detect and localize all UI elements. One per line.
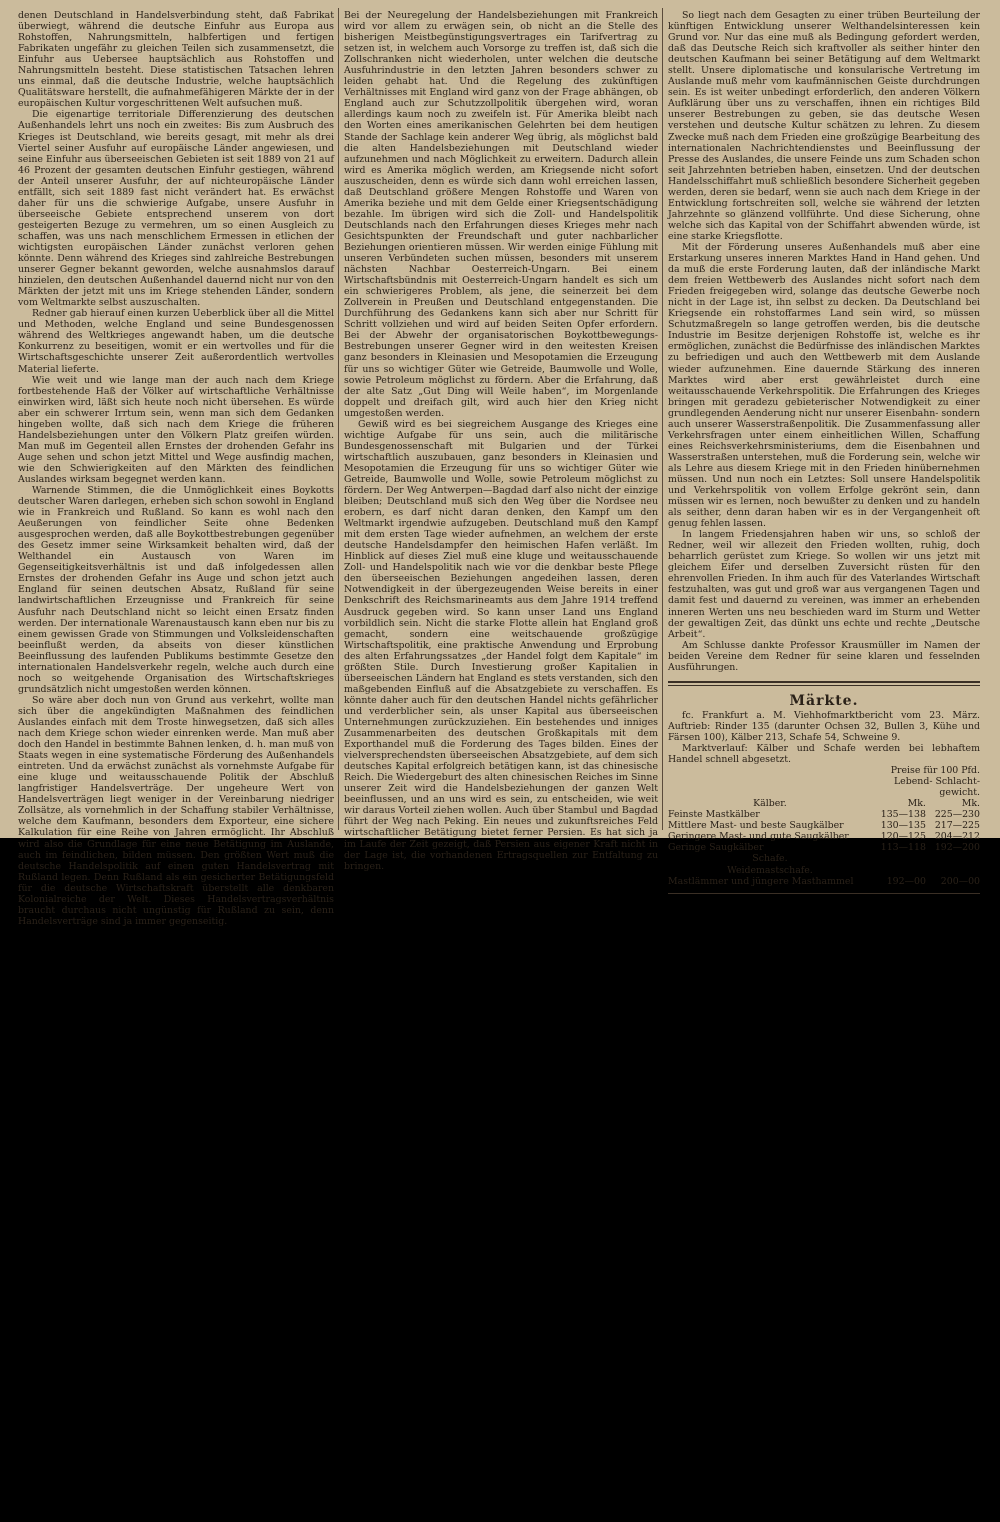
col-live: Lebend-: [893, 776, 933, 788]
section-rule: [668, 893, 980, 894]
article-paragraph: denen Deutschland in Handelsverbindung steht, daß Fabrikat überwiegt, während die deutsche Einfuhr aus Europa aus Rohstoffen, Nahrungsmitteln, halbfertigen und fertigen Fabrikaten ungefähr zu gleichen Teilen sich zusammensetzt, die Einfuhr aus Uebersee hauptsächlich aus Rohstoffen und Nahrungsmitteln besteht. Diese statistischen Tatsachen lehren uns einmal, daß die deutsche Industrie, welche hauptsächlich Qualitätsware herstellt, die aufnahmefähigeren Märkte der in der europäischen Kultur vorgeschrittenen Welt aufsuchen muß.: [18, 10, 334, 110]
column-divider: [338, 8, 339, 830]
group-calves: Kälber.: [753, 798, 787, 810]
article-paragraph: So wäre aber doch nun von Grund aus verkehrt, wollte man sich über die angekündigten Maßnahmen des feindlichen Auslandes einfach mit dem Troste hinwegsetzen, daß sich alles nach dem Kriege schon wieder einrenken werde. Man muß aber doch den Handel in bestimmte Bahnen lenken, d. h. man muß von Staats wegen in eine systematische Förderung des Außenhandels eintreten. Und da erwächst zunächst als vornehmste Aufgabe für eine kluge und weitausschauende Politik der Abschluß langfristiger Handelsverträge. Der ungeheure Wert von Handelsverträgen liegt weniger in der Vereinbarung niedriger Zollsätze, als vornehmlich in der Schaffung stabiler Verhältnisse, welche dem Kaufmann, besonders dem Exporteur, eine sichere Kalkulation für eine Reihe von Jahren ermöglicht. Ihr Abschluß wird also die Grundlage für eine neue Betätigung im Auslande, auch im feindlichen, bilden müssen. Den größten Wert muß die deutsche Handelspolitik auf einen guten Handelsvertrag mit Rußland legen. Denn Rußland als ein gesicherter Betätigungsfeld für die deutsche Wirtschaftskraft überstellt alle denkbaren Kolonialreiche der Welt. Dieses Handelsvertragsverhältnis braucht durchaus nicht ungünstig für Rußland zu sein, denn Handelsverträge sind ja immer gegenseitig.: [18, 694, 334, 927]
price-row-label: Geringe Saugkälber: [668, 842, 764, 854]
price-header: Preise für 100 Pfd.: [890, 765, 980, 777]
price-row-label: Mastlämmer und jüngere Masthammel: [668, 875, 854, 887]
article-paragraph: Gewiß wird es bei siegreichem Ausgange des Krieges eine wichtige Aufgabe für uns sein, auch die militärische Bundesgenossenschaft mit Bulgarien und der Türkei wirtschaftlich auszubauen, ganz besonders in Kleinasien und Mesopotamien die Erzeugung für uns so wichtiger Güter wie Getreide, Baumwolle und Wolle, sowie Petroleum möglichst zu fördern. Der Weg Antwerpen—Bagdad darf also nicht der einzige bleiben; Deutschland muß sich den Weg über die Nordsee neu erobern, es darf nicht daran denken, den Kampf um den Weltmarkt irgendwie aufzugeben. Deutschland muß den Kampf mit dem ersten Tage wieder aufnehmen, an welchem der erste deutsche Handelsdampfer den heimischen Hafen verläßt. Im Hinblick auf dieses Ziel muß eine kluge und weitausschauende Zoll- und Handelspolitik nach wie vor die denkbar beste Pflege den überseeischen Beziehungen angedeihen lassen, deren Notwendigkeit in der übergezeugenden Weise bereits in einer Denkschrift des Reichsmarineamts aus dem Jahre 1914 treffend Ausdruck gegeben wird. So kann unser Land uns England vorbildlich sein. Nicht die starke Flotte allein hat England groß gemacht, sondern eine weitschauende großzügige Wirtschaftspolitik, eine praktische Anwendung und Erprobung des alten Erfahrungssatzes „der Handel folgt dem Kapitale“ im größten Stile. Durch Investierung großer Kapitalien in überseeischen Ländern hat England es stets verstanden, sich den maßgebenden Einfluß auf die Absatzgebiete zu verschaffen. Es könnte daher auch für den deutschen Handel nichts gefährlicher und verderblicher sein, als unser Kapital aus überseeischen Unternehmungen zurückzuziehen. Ein bestehendes und inniges Zusammenarbeiten des deutschen Großkapitals mit dem Exporthandel muß die Forderung des Tages bilden. Eines der vielversprechendsten überseeischen Absatzgebiete, auf dem sich deutsches Kapital erfolgreich betätigen kann, ist das chinesische Reich. Die Wiedergeburt des alten chinesischen Reiches im Sinne unserer Zeit wird die Handelsbeziehungen der ganzen Welt beeinflussen, und an uns wird es sein, zu entscheiden, wie weit wir daraus Vorteil ziehen wollen. Auch über Stambul und Bagdad führt der Weg nach Peking. Ein neues und zukunftsreiches Feld wirtschaftlicher Betätigung bietet ferner Persien. Es hat sich ja im Laufe der Zeit gezeigt, daß Persien aus eigener Kraft nicht in der Lage ist, die vorhandenen Ertragsquellen zur Entfaltung zu bringen.: [344, 418, 658, 872]
market-section-title: Märkte.: [789, 692, 859, 709]
price-live: 113—118: [880, 842, 926, 854]
market-report-course: Marktverlauf: Kälber und Schafe werden bei lebhaftem Handel schnell abgesetzt.: [668, 743, 980, 766]
price-live: 130—135: [880, 820, 926, 832]
article-paragraph: Am Schlusse dankte Professor Krausmüller im Namen der beiden Vereine dem Redner für seine klaren und fesselnden Ausführungen.: [668, 639, 980, 673]
price-slaughter: 225—230: [934, 809, 980, 821]
sub-sheep: Weidemastschafe.: [727, 864, 813, 876]
price-live: 192—00: [886, 875, 926, 887]
price-table: [668, 765, 980, 887]
price-live: 135—138: [880, 809, 926, 821]
article-paragraph: Redner gab hierauf einen kurzen Ueberblick über all die Mittel und Methoden, welche England und seine Bundesgenossen während des Weltkrieges angewandt haben, um die deutsche Konkurrenz zu beseitigen, womit er ein wertvolles und für die Wirtschaftsgeschichte unserer Zeit außerordentlich wertvolles Material lieferte.: [18, 308, 334, 375]
market-report-intro: fc. Frankfurt a. M. Viehhofmarktbericht vom 23. März. Auftrieb: Rinder 135 (darunter Ochsen 32, Bullen 3, Kühe und Färsen 100), Kälber 213, Schafe 54, Schweine 9.: [668, 709, 980, 743]
article-paragraph: Mit der Förderung unseres Außenhandels muß aber eine Erstarkung unseres inneren Marktes Hand in Hand gehen. Und da muß die erste Forderung lauten, daß der inländische Markt dem freien Wettbewerb des Auslandes nicht sofort nach dem Frieden freigegeben wird, solange das deutsche Gewerbe noch nicht in der Lage ist, ihn selbst zu decken. Da Deutschland bei Kriegsende ein rohstoffarmes Land sein wird, so müssen Schutzmaßregeln so lange getroffen werden, bis die deutsche Industrie im Besitze derjenigen Rohstoffe ist, welche es ihr ermöglichen, zunächst die Bedürfnisse des inländischen Marktes zu befriedigen und auch den Wettbewerb mit dem Auslande wieder aufzunehmen. Eine dauernde Stärkung des inneren Marktes wird aber erst gewährleistet durch eine weitausschauende Verkehrspolitik. Die Erfahrungen des Krieges bringen mit geradezu gebieterischer Notwendigkeit zu einer grundlegenden Aenderung nicht nur unserer Eisenbahn- sondern auch unserer Wasserstraßenpolitik. Die Zusammenfassung aller Verkehrsfragen unter einem einheitlichen Willen, Schaffung eines Reichsverkehrsministeriums, dem die Eisenbahnen und Wasserstraßen unterstehen, muß die Forderung sein, welche wir als Lehre aus diesem Kriege mit in den Frieden hinübernehmen müssen. Und nun noch ein Letztes: Soll unsere Handelspolitik und Verkehrspolitik von vollem Erfolge gekrönt sein, dann müssen wir es lernen, noch bewußter zu denken und zu handeln als seither, denn daran haben wir es in der Vergangenheit oft genug fehlen lassen.: [668, 241, 980, 530]
article-paragraph: Die eigenartige territoriale Differenzierung des deutschen Außenhandels lehrt uns noch ein zweites: Bis zum Ausbruch des Krieges ist Deutschland, wie bereits gesagt, mit mehr als drei Viertel seiner Ausfuhr auf europäische Länder angewiesen, und seine Einfuhr aus überseeischen Gebieten ist seit 1889 von 21 auf 46 Prozent der gesamten deutschen Einfuhr gestiegen, während der Anteil unserer Ausfuhr, der auf nichteuropäische Länder entfällt, sich seit 1889 fast nicht verändert hat. Es erwächst daher für uns die schwierige Aufgabe, unsere Ausfuhr in überseeische Gebiete entsprechend unserem von dort gesteigerten Bezuge zu vermehren, um so einen Ausgleich zu schaffen, was uns nach menschlichem Ermessen in etlichen der wichtigsten europäischen Länder zunächst verloren gehen könnte. Denn während des Krieges sind zahlreiche Bestrebungen unserer Gegner bekannt geworden, welche ausnahmslos darauf hinzielen, den deutschen Außenhandel dauernd nicht nur von den Märkten der jetzt mit uns im Kriege stehenden Länder, sondern vom Weltmarkte selbst auszuschalten.: [18, 109, 334, 309]
price-live: 120—125: [880, 831, 926, 843]
price-row: [668, 842, 980, 853]
price-row: [668, 831, 980, 842]
column-divider: [662, 8, 663, 830]
col-weight: gewicht.: [939, 787, 980, 799]
price-row-label: Feinste Mastkälber: [668, 809, 760, 821]
price-slaughter: 200—00: [940, 875, 980, 887]
price-row: [668, 820, 980, 831]
price-row: [668, 809, 980, 820]
section-rule: [668, 681, 980, 683]
col-slaughter: Schlacht-: [935, 776, 980, 788]
article-paragraph: So liegt nach dem Gesagten zu einer trüben Beurteilung der künftigen Entwicklung unserer Welthandelsinteressen kein Grund vor. Nur das eine muß als Bedingung gefordert werden, daß das Deutsche Reich sich kraftvoller als seither hinter den deutschen Kaufmann bei seiner Betätigung auf dem Weltmarkt stellt. Unsere diplomatische und konsularische Vertretung im Auslande muß mehr vom kaufmännischen Geiste durchdrungen sein. Es ist weiter unbedingt erforderlich, den anderen Völkern Aufklärung über uns zu verschaffen, ihnen ein richtiges Bild unserer Bestrebungen zu geben, sie das deutsche Wesen verstehen und deutsche Kultur schätzen zu lehren. Zu diesem Zwecke muß nach dem Frieden eine großzügige Bearbeitung des internationalen Nachrichtendienstes und Beeinflussung der Presse des Auslandes, die unsere Feinde uns zum Schaden schon seit Jahrzehnten betrieben haben, einsetzen. Und der deutschen Handelsschiffahrt muß schließlich besondere Sicherheit gegeben werden, deren sie bedarf, wenn sie auch nach dem Kriege in der Entwicklung fortschreiten soll, welche sie während der letzten Jahrzehnte so glänzend vollführte. Und diese Sicherung, ohne welche sich das Kapital von der Schiffahrt abwenden würde, ist eine starke Kriegsflotte.: [668, 10, 980, 242]
article-paragraph: Bei der Neuregelung der Handelsbeziehungen mit Frankreich wird vor allem zu erwägen sein, ob nicht an die Stelle des bisherigen Meistbegünstigungsvertrages ein Tarifvertrag zu setzen ist, in welchem auch Vorsorge zu treffen ist, daß sich die Zollschranken nicht wiederholen, unter welchen die deutsche Ausfuhrindustrie in den letzten Jahren besonders schwer zu leiden gehabt hat. Und die Regelung des zukünftigen Verhältnisses mit England wird ganz von der Frage abhängen, ob England auch zur Schutzzollpolitik übergehen wird, woran allerdings kaum noch zu zweifeln ist. Für Amerika bleibt nach den Worten eines amerikanischen Gelehrten bei dem heutigen Stande der Sachlage kein anderer Weg übrig, als möglichst bald die alten Handelsbeziehungen mit Deutschland wieder aufzunehmen und nach Möglichkeit zu erweitern. Dadurch allein wird es Amerika möglich werden, am Kriegsende nicht sofort auszuscheiden, denn es würde sich dann wohl erreichen lassen, daß Deutschland größere Mengen Rohstoffe und Waren von Amerika beziehe und mit dem Gelde einer Kriegsentschädigung bezahle. Im übrigen wird sich die Zoll- und Handelspolitik Deutschlands nach den Erfahrungen dieses Krieges mehr nach Gesichtspunkten der Freundschaft und guter nachbarlicher Beziehungen orientieren müssen. Wir werden einige Fühlung mit unseren Verbündeten suchen müssen, besonders mit unserem nächsten Nachbar Oesterreich-Ungarn. Bei einem Wirtschaftsbündnis mit Oesterreich-Ungarn handelt es sich um ein schwierigeres Problem, als jene, die seinerzeit bei dem Zollverein in Preußen und Deutschland entgegenstanden. Die Durchführung des Gedankens kann sich aber nur Schritt für Schritt vollziehen und wird auf beiden Seiten Opfer erfordern. Bei der Abwehr der organisatorischen Boykottbewegungs-Bestrebungen unserer Gegner wird in den weitesten Kreisen ganz besonders in Kleinasien und Mesopotamien die Erzeugung für uns so wichtiger Güter wie Getreide, Baumwolle und Wolle, sowie Petroleum möglichst zu fördern. Aber die Erfahrung, daß der alte Satz „Gut Ding will Weile haben“, im Morgenlande doppelt und dreifach gilt, wird auch hier den Krieg nicht umgestoßen werden.: [344, 10, 658, 419]
article-conclusion: [668, 10, 980, 673]
price-slaughter: 204—212: [934, 831, 980, 843]
price-slaughter: 217—225: [934, 820, 980, 832]
column-left: [18, 10, 334, 927]
article-paragraph: Wie weit und wie lange man der auch nach dem Kriege fortbestehende Haß der Völker auf wirtschaftliche Verhältnisse einwirken wird, läßt sich heute noch nicht übersehen. Es würde aber ein schwerer Irrtum sein, wenn man sich dem Gedanken hingeben wollte, daß sich nach dem Kriege die früheren Handelsbeziehungen unter den Völkern Platz greifen würden. Man muß im Gegenteil allen Ernstes der drohenden Gefahr ins Auge sehen und schon jetzt Mittel und Wege ausfindig machen, wie den Schwierigkeiten auf den Märkten des feindlichen Auslandes wirksam begegnet werden kann.: [18, 374, 334, 485]
price-row: [668, 876, 980, 887]
unit-slaughter: Mk.: [961, 798, 980, 810]
price-row-label: Geringere Mast- und gute Saugkälber: [668, 831, 849, 843]
column-right: [668, 10, 980, 894]
price-row-label: Mittlere Mast- und beste Saugkälber: [668, 820, 844, 832]
price-slaughter: 192—200: [934, 842, 980, 854]
section-rule: [668, 685, 980, 686]
unit-live: Mk.: [907, 798, 926, 810]
column-middle: [344, 10, 658, 872]
article-paragraph: Warnende Stimmen, die die Unmöglichkeit eines Boykotts deutscher Waren darlegen, erheben sich schon sowohl in England wie in Frankreich und Rußland. So kann es wohl nach den Aeußerungen von feindlicher Seite ohne Bedenken ausgesprochen werden, daß alle Boykottbestrebungen gegenüber des Gesetz immer seine Wirksamkeit behalten wird, daß der Welthandel ein Austausch von Waren im Gegenseitigkeitsverhältnis ist und daß infolgedessen allen Ernstes der drohenden Gefahr ins Auge und schon jetzt auch England für seinen deutschen Absatz, Rußland für seine landwirtschaftlichen Erzeugnisse und Frankreich für seine Ausfuhr nach Deutschland nicht so leicht einen Ersatz finden werden. Der internationale Warenaustausch kann eben nur bis zu einem gewissen Grade von Stimmungen und Volksleidenschaften beeinflußt werden, da abseits von dieser künstlichen Beeinflussung des laufenden Publikums bestimmte Gesetze den internationalen Handelsverkehr regeln, welche auch durch eine noch so weitgehende Organisation des Wirtschaftskrieges grundsätzlich nicht umgestoßen werden können.: [18, 485, 334, 695]
article-paragraph: In langem Friedensjahren haben wir uns, so schloß der Redner, weil wir allezeit den Frieden wollten, ruhig, doch beharrlich gerüstet zum Kriege. So wollen wir uns jetzt mit gleichem Eifer und derselben Zuversicht rüsten für den ehrenvollen Frieden. In ihm auch für des Vaterlandes Wirtschaft festzuhalten, was gut und groß war aus vergangenen Tagen und damit fest und dauernd zu vereinen, was immer an erhebenden inneren Werten uns neu beschieden ward im Sturm und Wetter der gewaltigen Zeit, das dünkt uns echte und rechte „Deutsche Arbeit“.: [668, 529, 980, 640]
group-sheep: Schafe.: [752, 853, 788, 865]
